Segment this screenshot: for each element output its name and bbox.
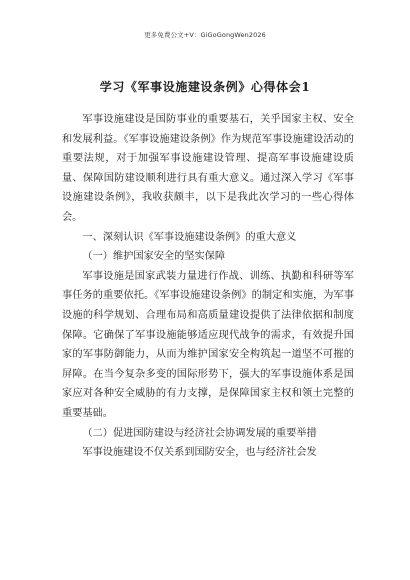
section-heading: 一、深刻认识《军事设施建设条例》的重大意义	[82, 231, 297, 243]
subsection-heading: （二）促进国防建设与经济社会协调发展的重要举措	[82, 427, 317, 439]
header-note: 更多免费公文+V：GiGoGongWen2026	[144, 31, 266, 39]
subsection-heading: （一）维护国家安全的坚实保障	[82, 251, 226, 263]
body-paragraph: 军事设施是国家武装力量进行作战、训练、执勤和科研等军事任务的重要依托。《军事设施建设条例》的制定和实施，为军事设施的科学规划、合理布局和高质量建设提供了法律依据和制度保障。它确保了军事设施能够适应现代战争的需求，有效提升国家的军事防御能力，从而为维护国家安全构筑起一道坚不可摧的屏障。在当今复杂多变的国际形势下，强大的军事设施体系是国家应对各种安全威胁的有力支撑，是保障国家主权和领土完整的重要基础。	[62, 270, 354, 419]
body-paragraph: 军事设施建设不仅关系到国防安全，也与经济社会发	[82, 447, 317, 459]
document-body	[62, 110, 354, 463]
intro-paragraph: 军事设施建设是国防事业的重要基石，关乎国家主权、安全和发展利益。《军事设施建设条例》作为规范军事设施建设活动的重要法规，对于加强军事设施建设管理、提高军事设施建设质量、保障国防建设顺利进行具有重大意义。通过深入学习《军事设施建设条例》，我收获颇丰，以下是我此次学习的一些心得体会。	[62, 114, 354, 223]
document-title: 学习《军事设施建设条例》心得体会1	[99, 80, 311, 94]
